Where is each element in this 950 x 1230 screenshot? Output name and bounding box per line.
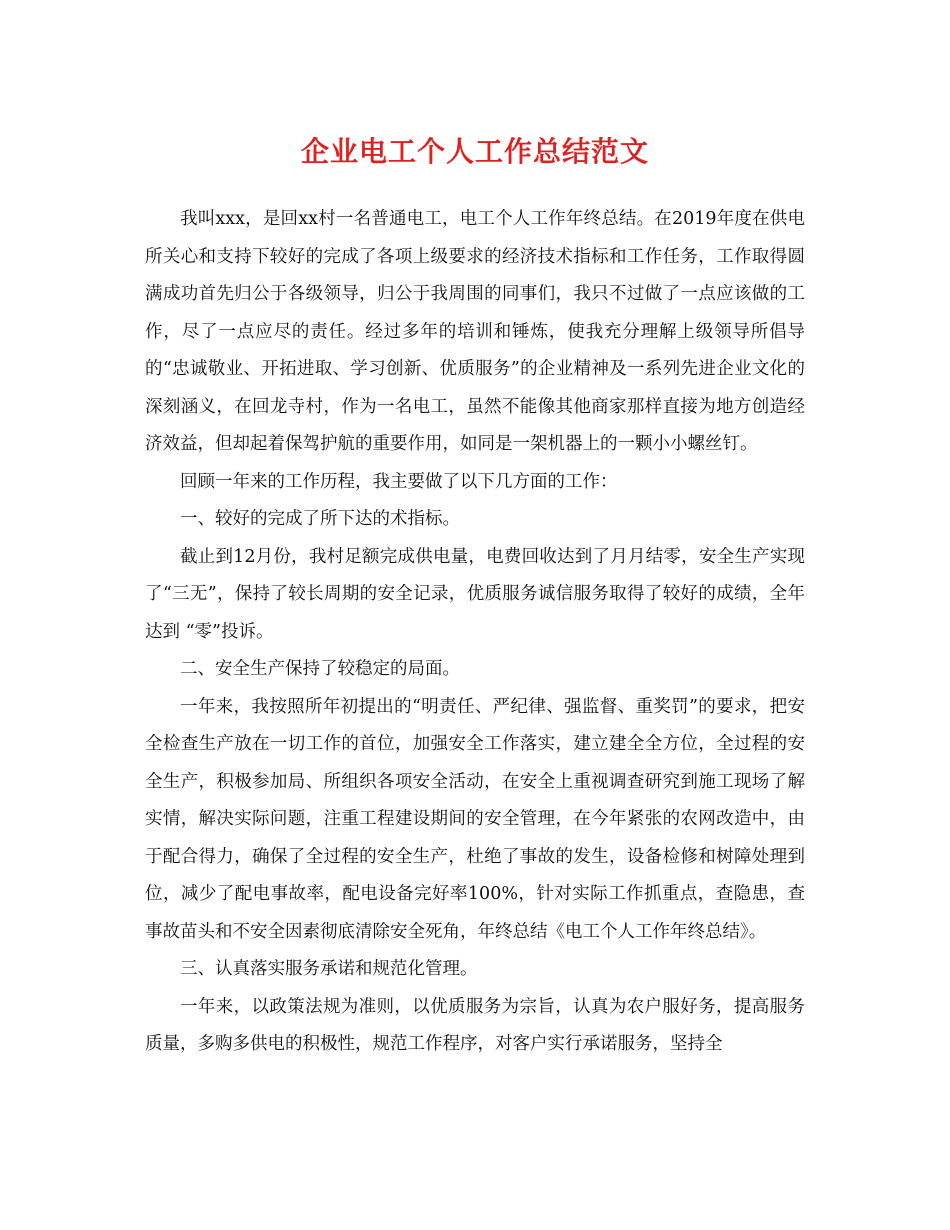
section-heading-2: 二、安全生产保持了较稳定的局面。	[180, 659, 460, 679]
section-heading-3: 三、认真落实服务承诺和规范化管理。	[180, 959, 478, 979]
document-body	[145, 201, 805, 1064]
paragraph-section-2: 一年来，我按照所年初提出的“明责任、严纪律、强监督、重奖罚”的要求，把安全检查生产放在一切工作的首位，加强安全工作落实，建立建全全方位，全过程的安全生产，积极参加局、所组织各项安全活动，在安全上重视调查研究到施工现场了解实情，解决实际问题，注重工程建设期间的安全管理，在今年紧张的农网改造中，由于配合得力，确保了全过程的安全生产，杜绝了事故的发生，设备检修和树障处理到位，减少了配电事故率，配电设备完好率100%，针对实际工作抓重点，查隐患，查事故苗头和不安全因素彻底清除安全死角，年终总结《电工个人工作年终总结》。	[145, 696, 805, 942]
paragraph-section-1: 截止到12月份，我村足额完成供电量，电费回收达到了月月结零，安全生产实现了“三无”，保持了较长周期的安全记录，优质服务诚信服务取得了较好的成绩，全年达到 “零”投诉。	[145, 546, 805, 642]
paragraph-intro: 我叫xxx，是回xx村一名普通电工，电工个人工作年终总结。在2019年度在供电所关心和支持下较好的完成了各项上级要求的经济技术指标和工作任务，工作取得圆满成功首先归公于各级领导，归公于我周围的同事们，我只不过做了一点应该做的工作，尽了一点应尽的责任。经过多年的培训和锤炼，使我充分理解上级领导所倡导的“忠诚敬业、开拓进取、学习创新、优质服务”的企业精神及一系列先进企业文化的深刻涵义，在回龙寺村，作为一名电工，虽然不能像其他商家那样直接为地方创造经济效益，但却起着保驾护航的重要作用，如同是一架机器上的一颗小小螺丝钉。	[145, 209, 805, 454]
paragraph-review: 回顾一年来的工作历程，我主要做了以下几方面的工作：	[180, 471, 618, 492]
document-title: 企业电工个人工作总结范文	[300, 135, 649, 168]
section-heading-1: 一、较好的完成了所下达的术指标。	[180, 509, 460, 529]
paragraph-section-3: 一年来，以政策法规为准则，以优质服务为宗旨，认真为农户服好务，提高服务质量，多购多供电的积极性，规范工作程序，对客户实行承诺服务，坚持全	[145, 996, 805, 1054]
